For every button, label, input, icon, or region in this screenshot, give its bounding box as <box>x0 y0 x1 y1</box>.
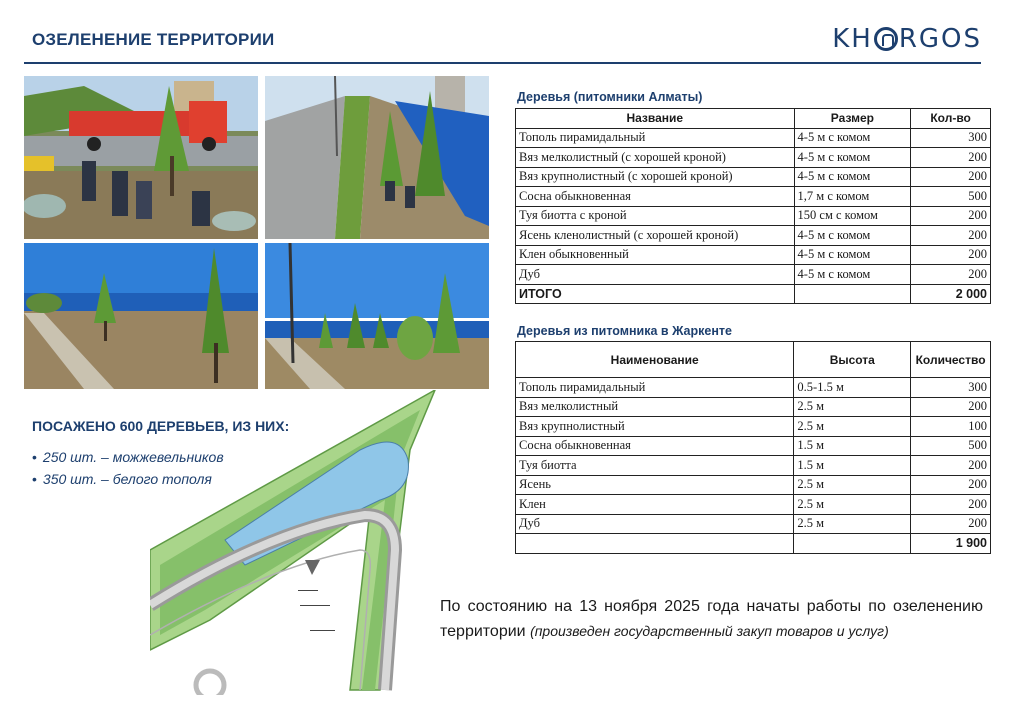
table-header-row <box>516 342 991 378</box>
table-cell: 4-5 м с комом <box>794 265 911 285</box>
table-row <box>516 417 991 437</box>
table-cell: 200 <box>911 245 991 265</box>
table-cell: 0.5-1.5 м <box>794 378 911 398</box>
table-row <box>516 206 991 226</box>
table-cell: 200 <box>911 206 991 226</box>
khorgos-logo <box>832 24 982 54</box>
table-cell <box>794 534 911 554</box>
logo-text-right: RGOS <box>898 24 982 54</box>
total-value: 2 000 <box>911 284 991 304</box>
table-cell: 1.5 м <box>794 436 911 456</box>
table2-caption: Деревья из питомника в Жаркенте <box>517 324 732 338</box>
table-cell: Вяз мелколистный (с хорошей кроной) <box>516 148 795 168</box>
table-cell: 4-5 м с комом <box>794 167 911 187</box>
logo-text-left: KH <box>832 24 873 54</box>
table-cell: 200 <box>911 226 991 246</box>
table-row <box>516 397 991 417</box>
table-cell: 2.5 м <box>794 514 911 534</box>
table-cell: 300 <box>911 378 991 398</box>
table-cell: 200 <box>911 167 991 187</box>
table-cell: 4-5 м с комом <box>794 226 911 246</box>
table-cell: Дуб <box>516 265 795 285</box>
table-cell: 200 <box>911 495 991 515</box>
table-cell: 4-5 м с комом <box>794 245 911 265</box>
table-row <box>516 148 991 168</box>
table-cell: Туя биотта <box>516 456 794 476</box>
table-cell: Ясень <box>516 475 794 495</box>
photo-roadside-row <box>265 76 489 239</box>
table-row <box>516 167 991 187</box>
table-row <box>516 514 991 534</box>
table-cell: Вяз крупнолистный (с хорошей кроной) <box>516 167 795 187</box>
zharkent-trees-table <box>515 341 991 554</box>
table-cell: 300 <box>911 128 991 148</box>
list-item: • 350 шт. – белого тополя <box>32 468 224 490</box>
table-cell: 200 <box>911 148 991 168</box>
table-cell: Дуб <box>516 514 794 534</box>
table-row <box>516 245 991 265</box>
table-cell: Ясень кленолистный (с хорошей кроной) <box>516 226 795 246</box>
table-row <box>516 475 991 495</box>
table-cell: 150 см с комом <box>794 206 911 226</box>
table-cell: Клен обыкновенный <box>516 245 795 265</box>
table-cell: 2.5 м <box>794 475 911 495</box>
table-cell: Вяз крупнолистный <box>516 417 794 437</box>
site-plan-drawing <box>150 390 440 695</box>
table-row <box>516 128 991 148</box>
table-row <box>516 436 991 456</box>
table1-caption: Деревья (питомники Алматы) <box>517 90 703 104</box>
column-header: Высота <box>794 342 911 378</box>
status-paragraph <box>440 594 983 644</box>
table-row <box>516 265 991 285</box>
total-row <box>516 534 991 554</box>
table-cell: Тополь пирамидальный <box>516 128 795 148</box>
table-cell: 2.5 м <box>794 397 911 417</box>
table-row <box>516 226 991 246</box>
table-row <box>516 495 991 515</box>
table-row <box>516 378 991 398</box>
column-header: Кол-во <box>911 109 991 129</box>
table-cell: 4-5 м с комом <box>794 128 911 148</box>
total-row <box>516 284 991 304</box>
planted-heading: ПОСАЖЕНО 600 ДЕРЕВЬЕВ, ИЗ НИХ: <box>32 418 290 434</box>
total-label <box>516 534 794 554</box>
table-cell: Тополь пирамидальный <box>516 378 794 398</box>
table-cell: Клен <box>516 495 794 515</box>
total-value: 1 900 <box>911 534 991 554</box>
table-cell: Сосна обыкновенная <box>516 436 794 456</box>
photo-tree-by-fence <box>24 243 258 389</box>
table-cell: 200 <box>911 475 991 495</box>
table-cell: 200 <box>911 456 991 476</box>
table-row <box>516 187 991 207</box>
table-cell: Сосна обыкновенная <box>516 187 795 207</box>
logo-ring-icon <box>874 27 898 51</box>
header-divider <box>24 62 981 64</box>
table-cell: 200 <box>911 397 991 417</box>
table-cell: 2.5 м <box>794 495 911 515</box>
column-header: Наименование <box>516 342 794 378</box>
photo-crane-planting <box>24 76 258 239</box>
table-cell: 200 <box>911 265 991 285</box>
table-cell: 500 <box>911 436 991 456</box>
table-cell <box>794 284 911 304</box>
column-header: Размер <box>794 109 911 129</box>
column-header: Название <box>516 109 795 129</box>
table-cell: 1,7 м с комом <box>794 187 911 207</box>
table-cell: 1.5 м <box>794 456 911 476</box>
status-note: (произведен государственный закуп товаров и услуг) <box>530 623 889 639</box>
almaty-trees-table <box>515 108 991 304</box>
table-cell: Вяз мелколистный <box>516 397 794 417</box>
table-cell: 100 <box>911 417 991 437</box>
table-row <box>516 456 991 476</box>
table-cell: 500 <box>911 187 991 207</box>
list-item: • 250 шт. – можжевельников <box>32 446 224 468</box>
photo-trees-along-fence <box>265 243 489 389</box>
total-label: ИТОГО <box>516 284 795 304</box>
table-cell: Туя биотта с кроной <box>516 206 795 226</box>
table-cell: 2.5 м <box>794 417 911 437</box>
status-text: По состоянию на 13 ноября 2025 года начаты работы по озеленению территории <box>440 598 983 640</box>
table-header-row <box>516 109 991 129</box>
column-header: Количество <box>911 342 991 378</box>
table-cell: 4-5 м с комом <box>794 148 911 168</box>
page-title: ОЗЕЛЕНЕНИЕ ТЕРРИТОРИИ <box>32 30 275 49</box>
table-cell: 200 <box>911 514 991 534</box>
